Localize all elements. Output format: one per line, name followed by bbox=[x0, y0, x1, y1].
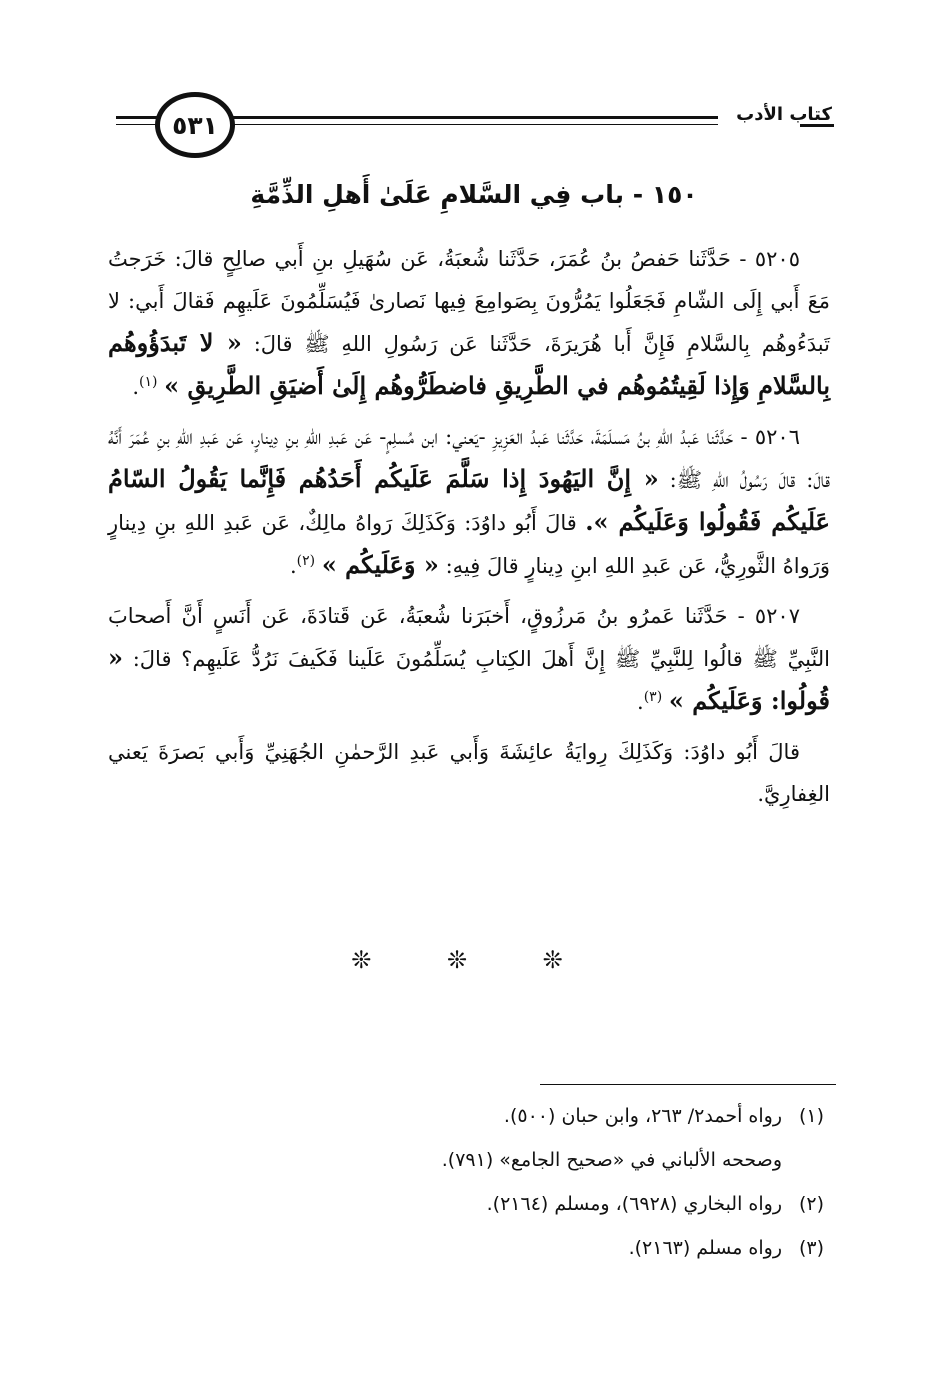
footnote-ref-1: (١) bbox=[139, 374, 158, 390]
book-title: كتاب الأدب bbox=[736, 104, 832, 125]
footnote-ref-3: (٣) bbox=[643, 689, 663, 705]
page-number: ٥٣١ bbox=[155, 92, 235, 158]
footnote-text: وصححه الألباني في «صحيح الجامع» (٧٩١). bbox=[441, 1149, 782, 1171]
footnote-text: رواه مسلم (٢١٦٣). bbox=[628, 1237, 782, 1259]
footnote-text: رواه البخاري (٦٩٢٨)، ومسلم (٢١٦٤). bbox=[486, 1193, 782, 1215]
footnote-3 bbox=[124, 1226, 824, 1270]
header-rule-center bbox=[224, 116, 718, 119]
header-rule-center-thin bbox=[224, 124, 718, 125]
hadith-5206-text2: قالَ أَبُو داوُدَ: وَكَذَلِكَ رَواهُ مالِكٌ، عَن عَبدِ اللهِ بنِ دِينارٍ وَرَواهُ الثَّورِيُّ، عَن عَبدِ اللهِ ابنِ دِينارٍ قالَ فِيهِ: bbox=[108, 511, 830, 578]
hadith-5207-text: ٥٢٠٧ - حَدَّثَنا عَمرُو بنُ مَرزُوقٍ، أَخبَرَنا شُعبَةُ، عَن قَتادَةَ، عَن أَنَسٍ أَنَّ أَصحابَ النَّبِيِّ ﷺ قالُوا لِلنَّبِيِّ ﷺ إِنَّ أَهلَ الكِتابِ يُسَلِّمُونَ عَلَينا فَكَيفَ نَرُدُّ عَلَيهِم؟ قالَ: bbox=[108, 604, 830, 671]
section-separator: ❊ ❊ ❊ bbox=[351, 946, 597, 974]
hadith-5205-quote: « لا تَبدَؤُوهُم بِالسَّلامِ وَإِذا لَقِيتُمُوهُم في الطَّرِيقِ فاضطَرُّوهُم إِلَىٰ أَضيَقِ الطَّرِيقِ » bbox=[108, 328, 830, 400]
footnote-number: (٢) bbox=[798, 1193, 824, 1215]
footnote-1 bbox=[124, 1094, 824, 1138]
hadith-5207-quote: « قُولُوا: وَعَلَيكُم » bbox=[108, 643, 830, 715]
footnote-number: (١) bbox=[798, 1105, 824, 1127]
hadith-5206-quote2: « وَعَلَيكُم » bbox=[321, 550, 439, 579]
footnote-text: رواه أحمد٢/ ٢٦٣، وابن حبان (٥٠٠). bbox=[503, 1105, 782, 1127]
hadith-5205-text: ٥٢٠٥ - حَدَّثَنا حَفصُ بنُ عُمَرَ، حَدَّثَنا شُعبَةُ، عَن سُهَيلِ بنِ أَبي صالِحٍ قالَ: خَرَجتُ مَعَ أَبي إِلَى الشّامِ فَجَعَلُوا يَمُرُّونَ بِصَوامِعَ فِيها نَصارىٰ فَيُسَلِّمُونَ عَلَيهِم فَقالَ أَبي: لا تَبدَءُوهُم بِالسَّلامِ فَإِنَّ أَبا هُرَيرَةَ، حَدَّثَنا عَن رَسُولِ اللهِ ﷺ قالَ: bbox=[108, 247, 830, 356]
closing-paragraph: قالَ أَبُو داوُدَ: وَكَذَلِكَ رِوايَةُ عائِشَةَ وَأَبي عَبدِ الرَّحمٰنِ الجُهَنِيِّ وَأَبي بَصرَةَ يَعني الغِفارِيَّ. bbox=[108, 740, 830, 806]
chapter-title: ١٥٠ - باب فِي السَّلامِ عَلَىٰ أَهلِ الذِّمَّةِ bbox=[250, 180, 698, 209]
hadith-5206-text: ٥٢٠٦ - حَدَّثَنا عَبدُ اللهِ بنُ مَسلَمَةَ، حَدَّثَنا عَبدُ العَزِيزِ -يَعني: ابن مُسلِمٍ- عَن عَبدِ اللهِ بنِ دِينارٍ، عَن عَبدِ اللهِ بنِ عُمَرَ أَنَّهُ قالَ: قالَ رَسُولُ اللهِ ﷺ: bbox=[108, 425, 830, 492]
footnote-number: (٣) bbox=[798, 1237, 824, 1259]
footnote-2 bbox=[124, 1182, 824, 1226]
hadith-5206-quote: « إِنَّ اليَهُودَ إِذا سَلَّمَ عَلَيكُم أَحَدُهُم فَإِنَّما يَقُولُ السّامُ عَلَيكُم فَقُولُوا وَعَلَيكُم ». bbox=[108, 464, 830, 536]
footnote-1-cont bbox=[124, 1138, 824, 1182]
footnotes bbox=[124, 1094, 824, 1270]
hadith-5206: ٥٢٠٦ - حَدَّثَنا عَبدُ اللهِ بنُ مَسلَمَةَ، حَدَّثَنا عَبدُ العَزِيزِ -يَعني: ابن مُسلِمٍ- عَن عَبدِ اللهِ بنِ دِينارٍ، عَن عَبدِ اللهِ بنِ عُمَرَ أَنَّهُ قالَ: قالَ رَسُولُ اللهِ ﷺ: « إِنَّ اليَهُودَ إِذا سَلَّمَ عَلَيكُم أَحَدُهُم فَإِنَّما يَقُولُ السّامُ عَلَيكُم فَقُولُوا وَعَلَيكُم ». قالَ أَبُو داوُدَ: وَكَذَلِكَ رَواهُ مالِكٌ، عَن عَبدِ اللهِ بنِ دِينارٍ وَرَواهُ الثَّورِيُّ، عَن عَبدِ اللهِ ابنِ دِينارٍ قالَ فِيهِ: « وَعَلَيكُم » $^{(٢)}$. bbox=[108, 425, 830, 579]
hadith-5207: ٥٢٠٧ - حَدَّثَنا عَمرُو بنُ مَرزُوقٍ، أَخبَرَنا شُعبَةُ، عَن قَتادَةَ، عَن أَنَسٍ أَنَّ أَصحابَ النَّبِيِّ ﷺ قالُوا لِلنَّبِيِّ ﷺ إِنَّ أَهلَ الكِتابِ يُسَلِّمُونَ عَلَينا فَكَيفَ نَرُدُّ عَلَيهِم؟ قالَ: « قُولُوا: وَعَلَيكُم » $^{(٣)}$. bbox=[108, 604, 830, 715]
hadith-5205: ٥٢٠٥ - حَدَّثَنا حَفصُ بنُ عُمَرَ، حَدَّثَنا شُعبَةُ، عَن سُهَيلِ بنِ أَبي صالِحٍ قالَ: خَرَجتُ مَعَ أَبي إِلَى الشّامِ فَجَعَلُوا يَمُرُّونَ بِصَوامِعَ فِيها نَصارىٰ فَيُسَلِّمُونَ عَلَيهِم فَقالَ أَبي: لا تَبدَءُوهُم بِالسَّلامِ فَإِنَّ أَبا هُرَيرَةَ، حَدَّثَنا عَن رَسُولِ اللهِ ﷺ قالَ: « لا تَبدَؤُوهُم بِالسَّلامِ وَإِذا لَقِيتُمُوهُم في الطَّرِيقِ فاضطَرُّوهُم إِلَىٰ أَضيَقِ الطَّرِيقِ » $^{(١)}$. bbox=[108, 247, 830, 400]
page-header bbox=[0, 86, 948, 156]
footnote-rule bbox=[540, 1084, 836, 1085]
footnote-ref-2: (٢) bbox=[296, 553, 316, 569]
main-text bbox=[108, 238, 830, 823]
